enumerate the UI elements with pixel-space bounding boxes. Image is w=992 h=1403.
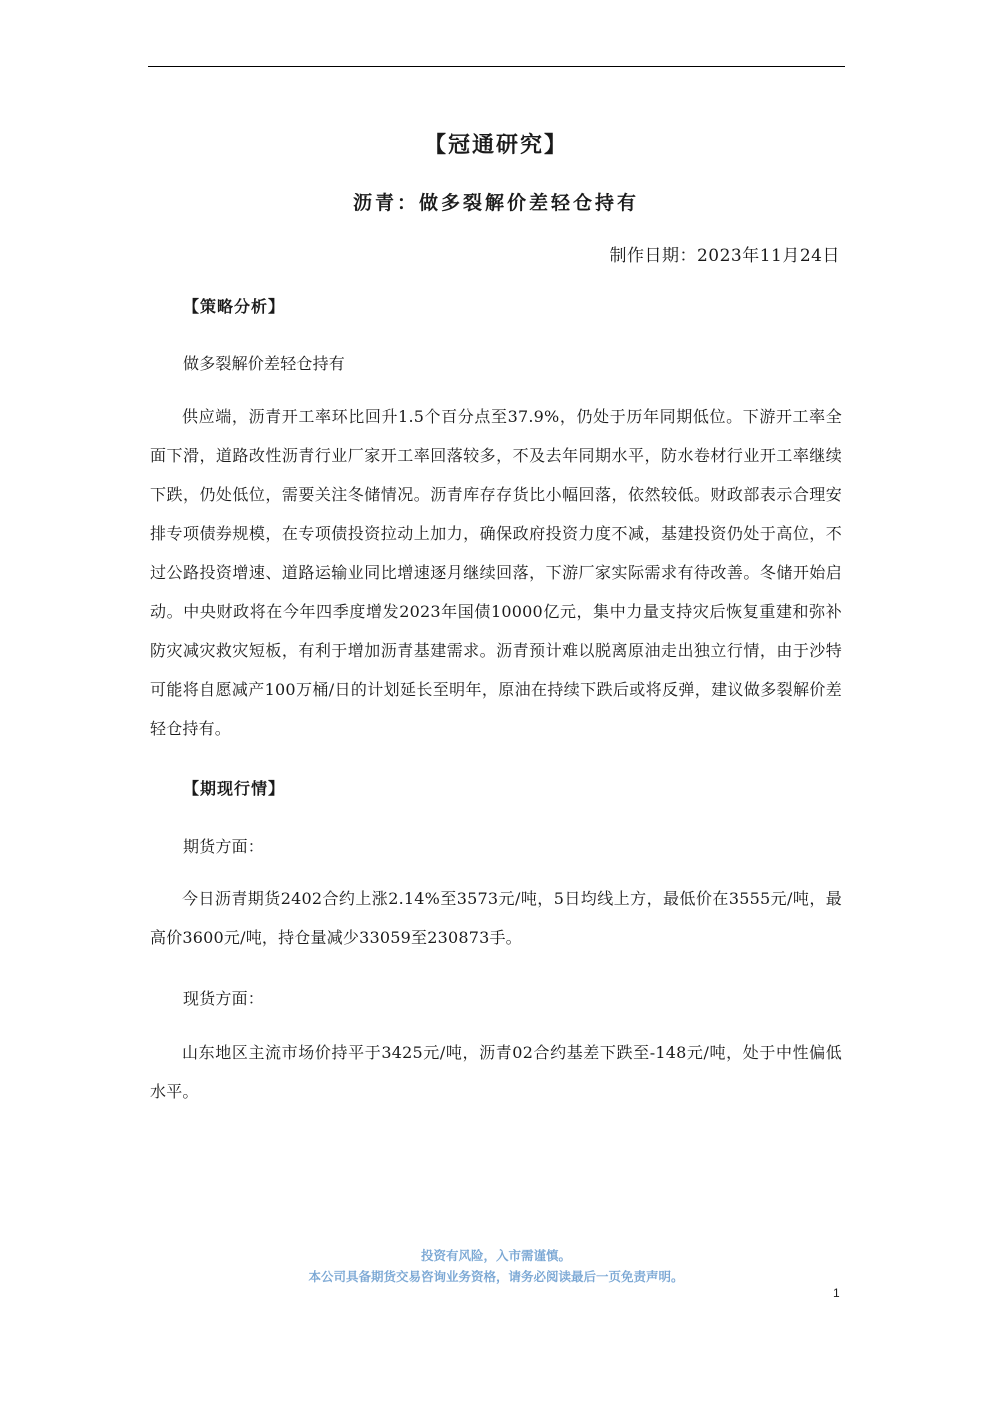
futures-label: 期货方面： xyxy=(183,837,265,856)
spot-body: 山东地区主流市场价持平于3425元/吨，沥青02合约基差下跌至-148元/吨，处于中性偏低水平。 xyxy=(150,1043,842,1101)
futures-body: 今日沥青期货2402合约上涨2.14%至3573元/吨，5日均线上方，最低价在3555元/吨，最高价3600元/吨，持仓量减少33059至230873手。 xyxy=(150,889,842,947)
legal-notice: 本公司具备期货交易咨询业务资格，请务必阅读最后一页免责声明。 xyxy=(308,1269,684,1284)
strategy-summary: 做多裂解价差轻仓持有 xyxy=(183,354,346,373)
spot-label: 现货方面： xyxy=(183,989,265,1008)
page-number: 1 xyxy=(833,1286,840,1300)
section-heading-strategy: 【策略分析】 xyxy=(183,297,286,316)
section-heading-market: 【期现行情】 xyxy=(183,779,286,798)
risk-disclaimer: 投资有风险，入市需谨慎。 xyxy=(420,1248,571,1263)
header-rule xyxy=(148,66,845,67)
production-date: 制作日期：2023年11月24日 xyxy=(609,246,840,266)
document-title: 沥青：做多裂解价差轻仓持有 xyxy=(352,192,639,214)
brand-title: 【冠通研究】 xyxy=(423,132,568,158)
strategy-body: 供应端，沥青开工率环比回升1.5个百分点至37.9%，仍处于历年同期低位。下游开工率全面下滑，道路改性沥青行业厂家开工率回落较多，不及去年同期水平，防水卷材行业开工率继续下跌，仍处低位，需要关注冬储情况。沥青库存存货比小幅回落，依然较低。财政部表示合理安排专项债券规模，在专项债投资拉动上加力，确保政府投资力度不减，基建投资仍处于高位，不过公路投资增速、道路运输业同比增速逐月继续回落，下游厂家实际需求有待改善。冬储开始启动。中央财政将在今年四季度增发2023年国债10000亿元，集中力量支持灾后恢复重建和弥补防灾减灾救灾短板，有利于增加沥青基建需求。沥青预计难以脱离原油走出独立行情，由于沙特可能将自愿减产100万桶/日的计划延长至明年，原油在持续下跌后或将反弹，建议做多裂解价差轻仓持有。 xyxy=(150,407,842,738)
